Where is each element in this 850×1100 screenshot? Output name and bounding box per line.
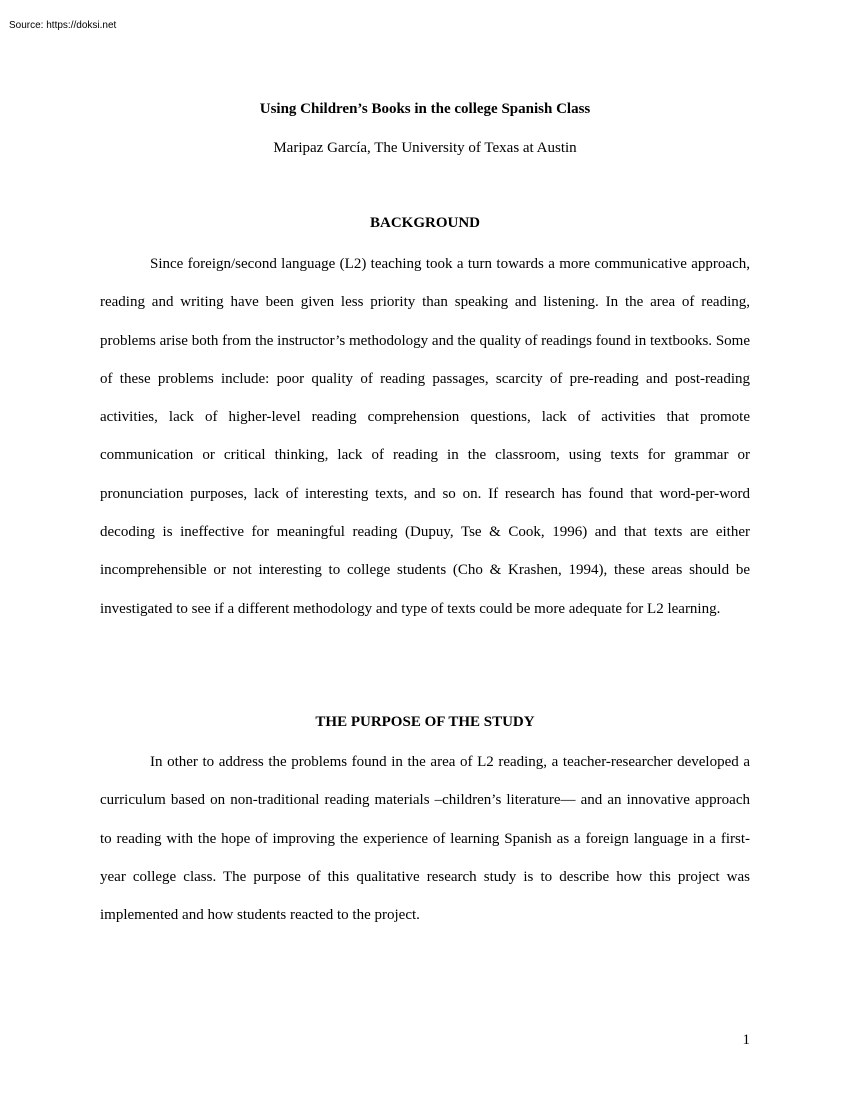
background-paragraph: Since foreign/second language (L2) teaching took a turn towards a more communicative approach, reading and writing have been given less priority than speaking and listening. In the area of reading, problems arise both from the instructor’s methodology and the quality of readings found in textbooks. Some of these problems include: poor quality of reading passages, scarcity of pre-reading and post-reading activities, lack of higher-level reading comprehension questions, lack of activities that promote communication or critical thinking, lack of reading in the classroom, using texts for grammar or pronunciation purposes, lack of interesting texts, and so on. If research has found that word-per-word decoding is ineffective for meaningful reading (Dupuy, Tse & Cook, 1996) and that texts are either incomprehensible or not interesting to college students (Cho & Krashen, 1994), these areas should be investigated to see if a different methodology and type of texts could be more adequate for L2 learning. <box>100 256 750 617</box>
source-label: Source: https://doksi.net <box>9 20 117 31</box>
author-affiliation: Maripaz García, The University of Texas at Austin <box>273 140 577 156</box>
paper-title: Using Children’s Books in the college Spanish Class <box>259 101 591 117</box>
purpose-paragraph: In other to address the problems found in the area of L2 reading, a teacher-researcher developed a curriculum based on non-traditional reading materials –children’s literature— and an innovative approach to reading with the hope of improving the experience of learning Spanish as a foreign language in a first-year college class. The purpose of this qualitative research study is to describe how this project was implemented and how students reacted to the project. <box>100 754 750 924</box>
section-heading-purpose: THE PURPOSE OF THE STUDY <box>315 714 535 730</box>
page-number: 1 <box>742 1032 750 1048</box>
section-heading-background: BACKGROUND <box>369 215 480 231</box>
